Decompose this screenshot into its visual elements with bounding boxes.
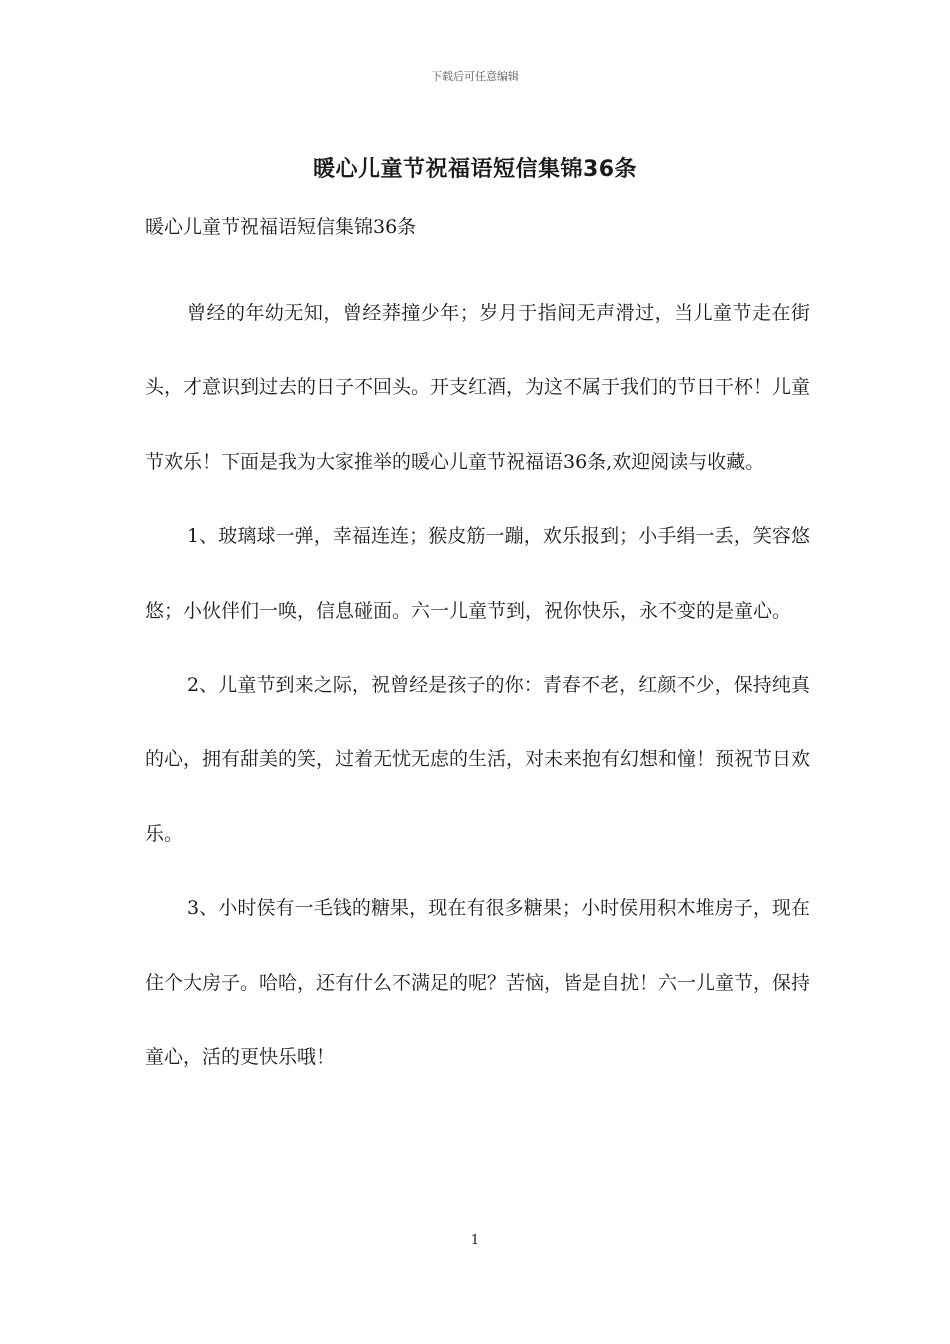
document-body (145, 276, 810, 1094)
paragraph-item-1: 1、玻璃球一弹，幸福连连；猴皮筋一蹦，欢乐报到；小手绢一丢，笑容悠悠；小伙伴们一唤，信息碰面。六一儿童节到，祝你快乐，永不变的是童心。 (145, 525, 810, 622)
paragraph-item-3: 3、小时侯有一毛钱的糖果，现在有很多糖果；小时侯用积木堆房子，现在住个大房子。哈哈，还有什么不满足的呢？苦恼，皆是自扰！六一儿童节，保持童心，活的更快乐哦！ (145, 897, 811, 1069)
page-number: 1 (470, 1233, 480, 1248)
document-subtitle: 暖心儿童节祝福语短信集锦36条 (145, 216, 417, 238)
header-note: 下载后可任意编辑 (431, 70, 519, 83)
paragraph-item-2: 2、儿童节到来之际，祝曾经是孩子的你：青春不老，红颜不少，保持纯真的心，拥有甜美的笑，过着无忧无虑的生活，对未来抱有幻想和憧！预祝节日欢乐。 (145, 674, 811, 845)
document-title: 暖心儿童节祝福语短信集锦36条 (312, 157, 638, 182)
paragraph-intro: 曾经的年幼无知，曾经莽撞少年；岁月于指间无声滑过，当儿童节走在街头，才意识到过去的日子不回头。开支红酒，为这不属于我们的节日干杯！儿童节欢乐！下面是我为大家推举的暖心儿童节祝福语36条,欢迎阅读与收藏。 (145, 302, 811, 473)
